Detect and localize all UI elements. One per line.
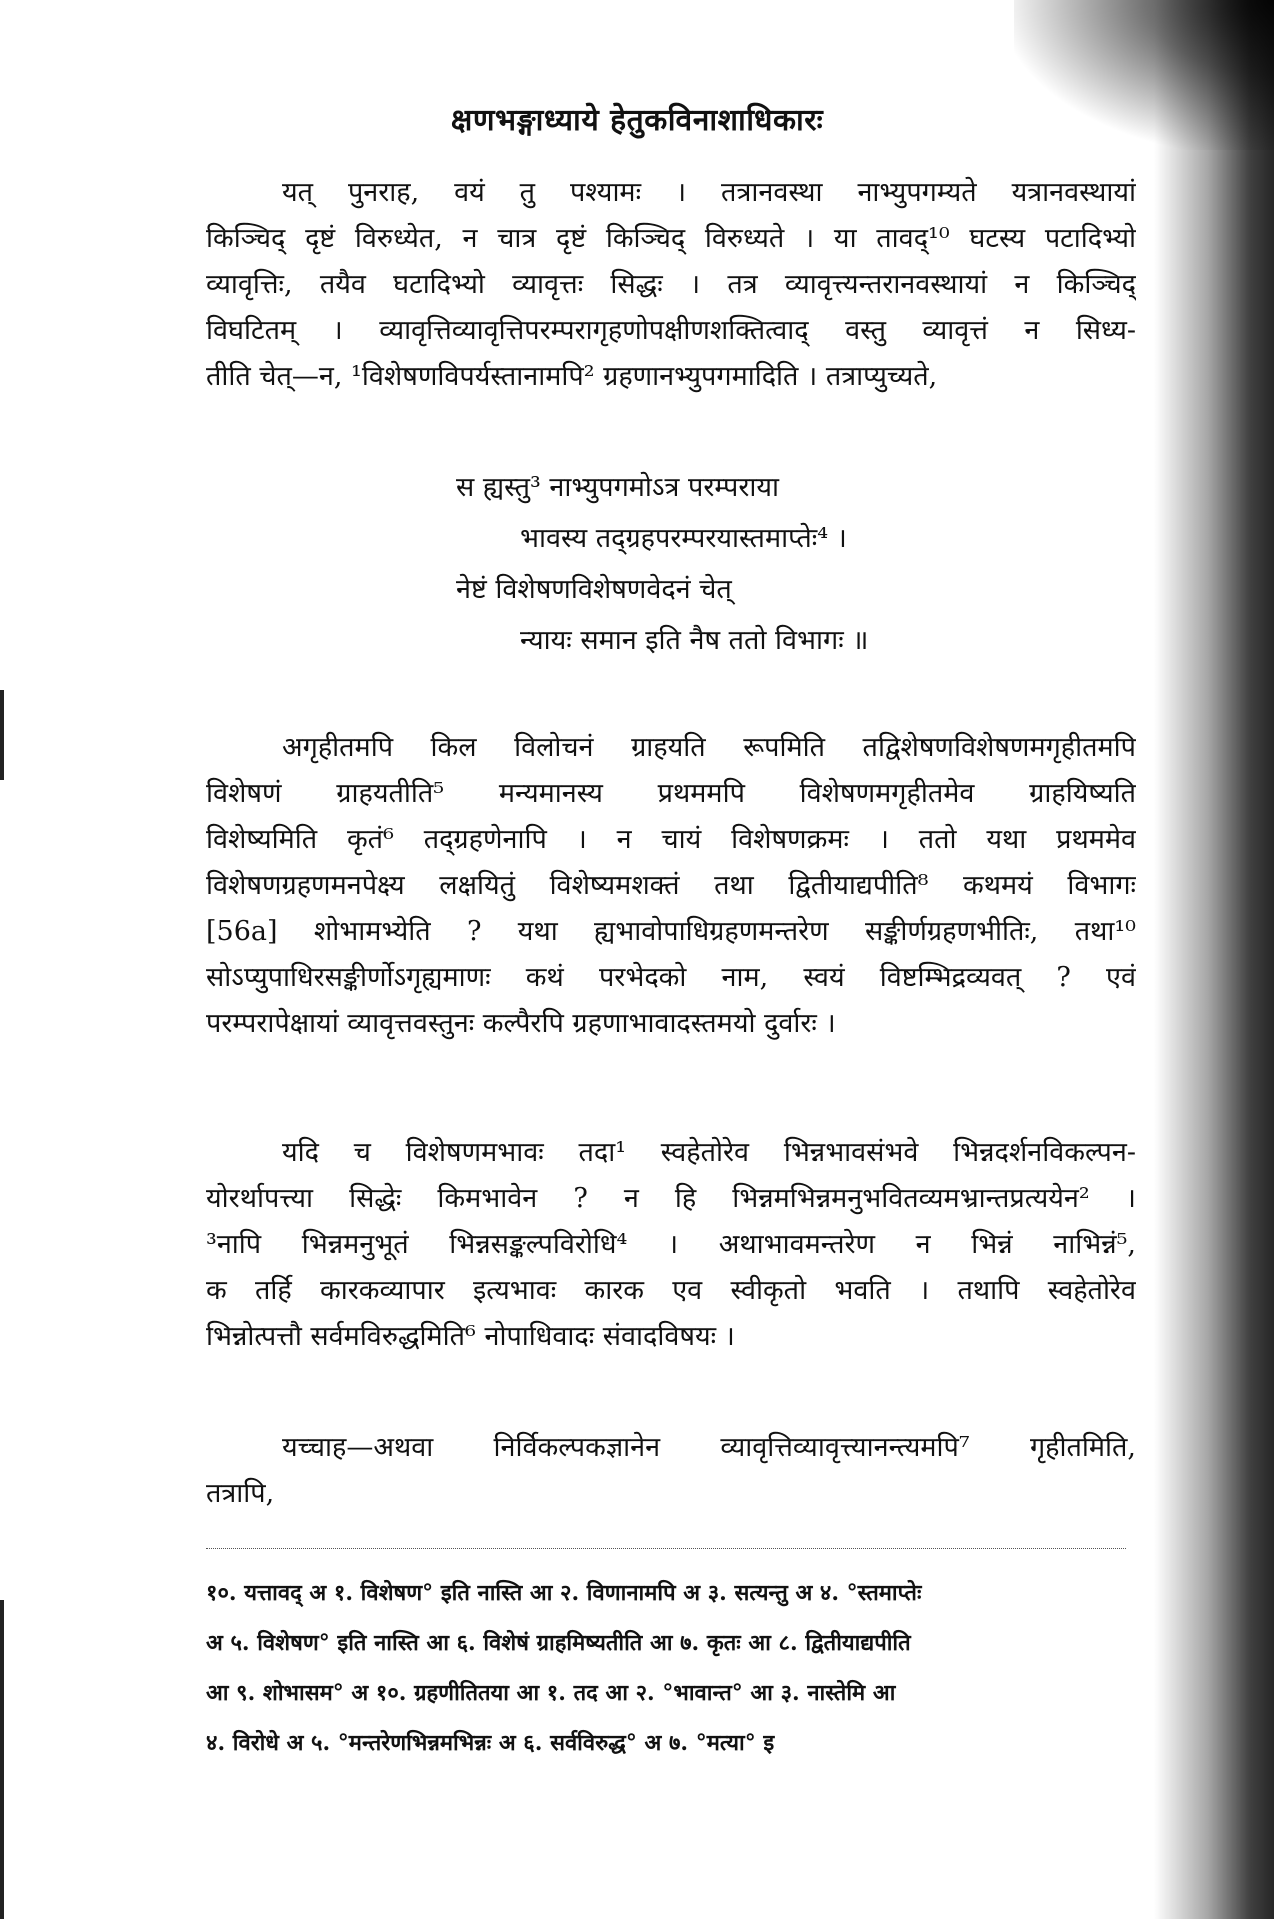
footnote-line: १०. यत्तावद् अ १. विशेषण° इति नास्ति आ २. विणानामपि अ ३. सत्यन्तु अ ४. °स्तमाप्तेः <box>206 1580 922 1606</box>
text-line: परम्परापेक्षायां व्यावृत्तवस्तुनः कल्पैरपि ग्रहणाभावादस्तमयो दुर्वारः । <box>206 1008 836 1039</box>
footnote-rule <box>206 1548 1126 1549</box>
verse-line: स ह्यस्तु³ नाभ्युपगमोऽत्र परम्पराया <box>456 472 780 503</box>
text-line: यत् पुनराह, वयं तु पश्यामः । तत्रानवस्था नाभ्युपगम्यते यत्रानवस्थायां <box>282 177 1136 208</box>
text-line: विशेषणग्रहणमनपेक्ष्य लक्षयितुं विशेष्यमशक्तं तथा द्वितीयाद्यपीति⁸ कथमयं विभागः <box>206 870 1136 901</box>
scan-left-mark <box>0 1600 4 1919</box>
text-line: क तर्हि कारकव्यापार इत्यभावः कारक एव स्वीकृतो भवति । तथापि स्वहेतोरेव <box>206 1275 1136 1306</box>
verse-line: भावस्य तद्ग्रहपरम्परयास्तमाप्तेः⁴ । <box>520 523 847 554</box>
text-line: योरर्थापत्त्या सिद्धेः किमभावेन ? न हि भिन्नमभिन्नमनुभवितव्यमभ्रान्तप्रत्ययेन² । <box>206 1183 1136 1214</box>
page-title: क्षणभङ्गाध्याये हेतुकविनाशाधिकारः <box>450 103 824 138</box>
text-line: यदि च विशेषणमभावः तदा¹ स्वहेतोरेव भिन्नभावसंभवे भिन्नदर्शनविकल्पन- <box>282 1137 1136 1168</box>
footnote-line: अ ५. विशेषण° इति नास्ति आ ६. विशेषं ग्राहमिष्यतीति आ ७. कृतः आ ८. द्वितीयाद्यपीति <box>206 1630 911 1656</box>
text-line: यच्चाह—अथवा निर्विकल्पकज्ञानेन व्यावृत्तिव्यावृत्त्यानन्त्यमपि⁷ गृहीतमिति, <box>282 1432 1136 1463</box>
paragraph-3 <box>206 1130 1136 1360</box>
text-line: विशेष्यमिति कृतं⁶ तद्ग्रहणेनापि । न चायं विशेषणक्रमः । ततो यथा प्रथममेव <box>206 824 1136 855</box>
text-line: तीति चेत्—न, ¹विशेषणविपर्यस्तानामपि² ग्रहणानभ्युपगमादिति । तत्राप्युच्यते, <box>206 361 938 392</box>
paragraph-1 <box>206 170 1136 400</box>
footnote-line: ४. विरोधे अ ५. °मन्तरेणभिन्नमभिन्नः अ ६. सर्वविरुद्ध° अ ७. °मत्या° इ <box>206 1730 775 1756</box>
text-line: व्यावृत्तिः, तयैव घटादिभ्यो व्यावृत्तः सिद्धः । तत्र व्यावृत्त्यन्तरानवस्थायां न किञ्चिद् <box>206 269 1136 300</box>
paragraph-2 <box>206 725 1136 1047</box>
scan-edge-shadow <box>1154 0 1274 1919</box>
text-line: विघटितम् । व्यावृत्तिव्यावृत्तिपरम्परागृहणोपक्षीणशक्तित्वाद् वस्तु व्यावृत्तं न सिध्य- <box>206 315 1136 346</box>
text-line: सोऽप्युपाधिरसङ्कीर्णोऽगृह्यमाणः कथं परभेदको नाम, स्वयं विष्टम्भिद्रव्यवत् ? एवं <box>206 962 1136 993</box>
scan-left-mark <box>0 690 4 780</box>
footnote-line: आ ९. शोभासम° अ १०. ग्रहणीतितया आ १. तद आ २. °भावान्त° आ ३. नास्तेमि आ <box>206 1680 896 1706</box>
text-line: तत्रापि, <box>206 1478 275 1509</box>
text-line: [56a] शोभामभ्येति ? यथा ह्यभावोपाधिग्रहणमन्तरेण सङ्कीर्णग्रहणभीतिः, तथा¹⁰ <box>206 916 1136 947</box>
text-line: भिन्नोत्पत्तौ सर्वमविरुद्धमिति⁶ नोपाधिवादः संवादविषयः । <box>206 1321 735 1352</box>
text-line: किञ्चिद् दृष्टं विरुध्येत, न चात्र दृष्टं किञ्चिद् विरुध्यते । या तावद्¹⁰ घटस्य पटादिभ्यो <box>206 223 1136 254</box>
text-line: ³नापि भिन्नमनुभूतं भिन्नसङ्कल्पविरोधि⁴ । अथाभावमन्तरेण न भिन्नं नाभिन्नं⁵, <box>206 1229 1136 1260</box>
verse-line: नेष्टं विशेषणविशेषणवेदनं चेत् <box>456 574 732 605</box>
text-line: विशेषणं ग्राहयतीति⁵ मन्यमानस्य प्रथममपि विशेषणमगृहीतमेव ग्राहयिष्यति <box>206 778 1136 809</box>
verse-line: न्यायः समान इति नैष ततो विभागः ॥ <box>520 625 869 656</box>
text-line: अगृहीतमपि किल विलोचनं ग्राहयति रूपमिति तद्विशेषणविशेषणमगृहीतमपि <box>282 732 1136 763</box>
paragraph-4 <box>206 1425 1136 1517</box>
